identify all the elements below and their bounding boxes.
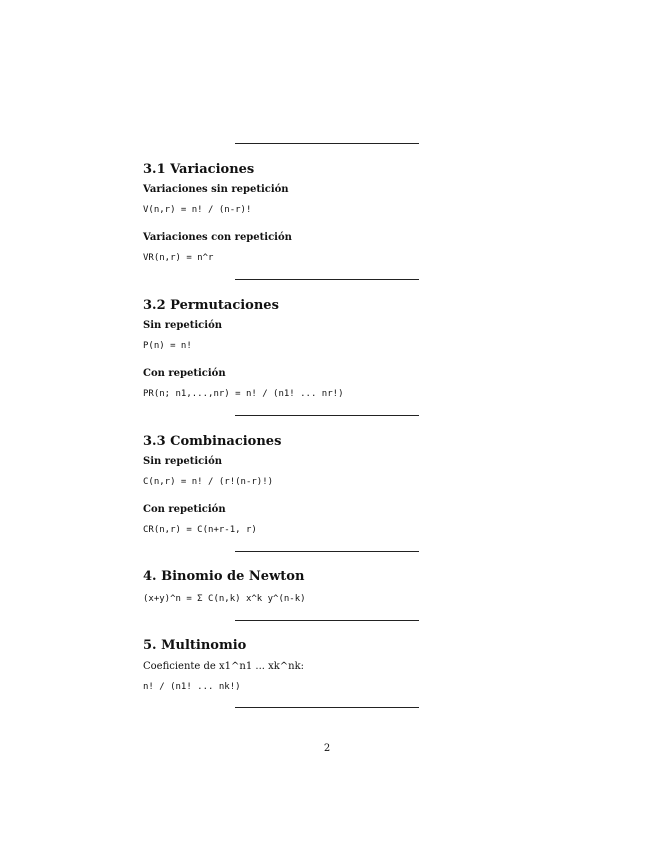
section-divider <box>235 279 419 280</box>
subheading-combinaciones-sin-repeticion: Sin repetición <box>143 456 223 467</box>
multinomio-description: Coeficiente de x1^n1 ... xk^nk: <box>143 661 305 672</box>
formula-binomio: (x+y)^n = Σ C(n,k) x^k y^(n-k) <box>143 594 306 604</box>
subheading-variaciones-con-repeticion: Variaciones con repetición <box>143 232 292 243</box>
formula-combinaciones-sin-repeticion: C(n,r) = n! / (r!(n-r)!) <box>143 477 274 487</box>
subheading-combinaciones-con-repeticion: Con repetición <box>143 504 226 515</box>
subheading-permutaciones-sin-repeticion: Sin repetición <box>143 320 223 331</box>
formula-variaciones-sin-repeticion: V(n,r) = n! / (n-r)! <box>143 205 252 215</box>
formula-permutaciones-con-repeticion: PR(n; n1,...,nr) = n! / (n1! ... nr!) <box>143 389 344 399</box>
section-divider <box>235 143 419 144</box>
section-heading-permutaciones: 3.2 Permutaciones <box>143 298 279 313</box>
section-divider <box>235 707 419 708</box>
formula-variaciones-con-repeticion: VR(n,r) = n^r <box>143 253 214 263</box>
formula-multinomio: n! / (n1! ... nk!) <box>143 682 241 692</box>
formula-permutaciones-sin-repeticion: P(n) = n! <box>143 341 192 351</box>
section-heading-variaciones: 3.1 Variaciones <box>143 162 255 177</box>
formula-combinaciones-con-repeticion: CR(n,r) = C(n+r-1, r) <box>143 525 257 535</box>
page-number: 2 <box>323 743 331 754</box>
section-heading-combinaciones: 3.3 Combinaciones <box>143 434 282 449</box>
section-divider <box>235 415 419 416</box>
subheading-variaciones-sin-repeticion: Variaciones sin repetición <box>143 184 289 195</box>
section-divider <box>235 551 419 552</box>
section-divider <box>235 620 419 621</box>
section-heading-multinomio: 5. Multinomio <box>143 638 247 653</box>
subheading-permutaciones-con-repeticion: Con repetición <box>143 368 226 379</box>
section-heading-binomio: 4. Binomio de Newton <box>143 569 305 584</box>
